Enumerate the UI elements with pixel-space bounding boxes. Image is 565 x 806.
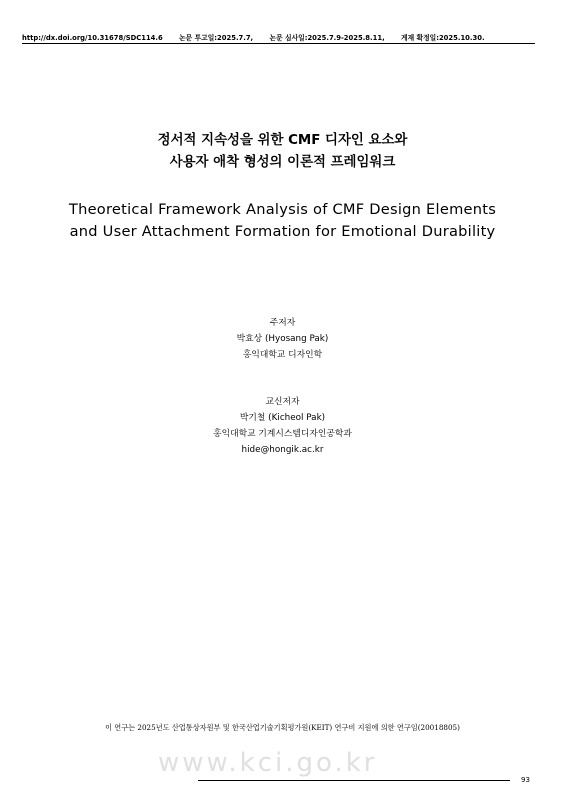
main-author-role: 주저자	[269, 318, 296, 328]
korean-title-line-2: 사용자 애착 형성의 이론적 프레임워크	[169, 155, 396, 170]
funding-footnote: 이 연구는 2025년도 산업통상자원부 및 한국산업기술기획평가원(KEIT) 연구비 지원에 의한 연구임(20018805)	[105, 723, 460, 732]
confirmed-date: 게재 확정일:2025.10.30.	[401, 34, 485, 42]
main-author-block	[0, 315, 565, 363]
corresponding-author-name: 박기철 (Kicheol Pak)	[239, 413, 326, 423]
main-author-name: 박효상 (Hyosang Pak)	[236, 334, 329, 344]
page-number: 93	[521, 776, 530, 784]
english-title-line-2: and User Attachment Formation for Emotional Durability	[69, 223, 496, 240]
publication-header	[22, 32, 535, 44]
kci-watermark: www.kci.go.kr	[158, 748, 378, 778]
korean-title-line-1: 정서적 지속성을 위한 CMF 디자인 요소와	[157, 133, 408, 148]
footer-rule	[198, 780, 510, 781]
english-title	[0, 199, 565, 243]
doi-link[interactable]: http://dx.doi.org/10.31678/SDC114.6	[22, 34, 163, 42]
corresponding-author-email[interactable]: hide@hongik.ac.kr	[241, 445, 324, 455]
korean-title	[0, 130, 565, 174]
corresponding-author-affiliation: 홍익대학교 기계시스템디자인공학과	[213, 429, 352, 439]
corresponding-author-block	[0, 394, 565, 458]
corresponding-author-role: 교신저자	[265, 397, 300, 407]
main-author-affiliation: 홍익대학교 디자인학	[242, 350, 323, 360]
review-date: 논문 심사일:2025.7.9-2025.8.11,	[269, 34, 385, 42]
english-title-line-1: Theoretical Framework Analysis of CMF Design Elements	[68, 201, 497, 218]
submitted-date: 논문 투고일:2025.7.7,	[179, 34, 254, 42]
